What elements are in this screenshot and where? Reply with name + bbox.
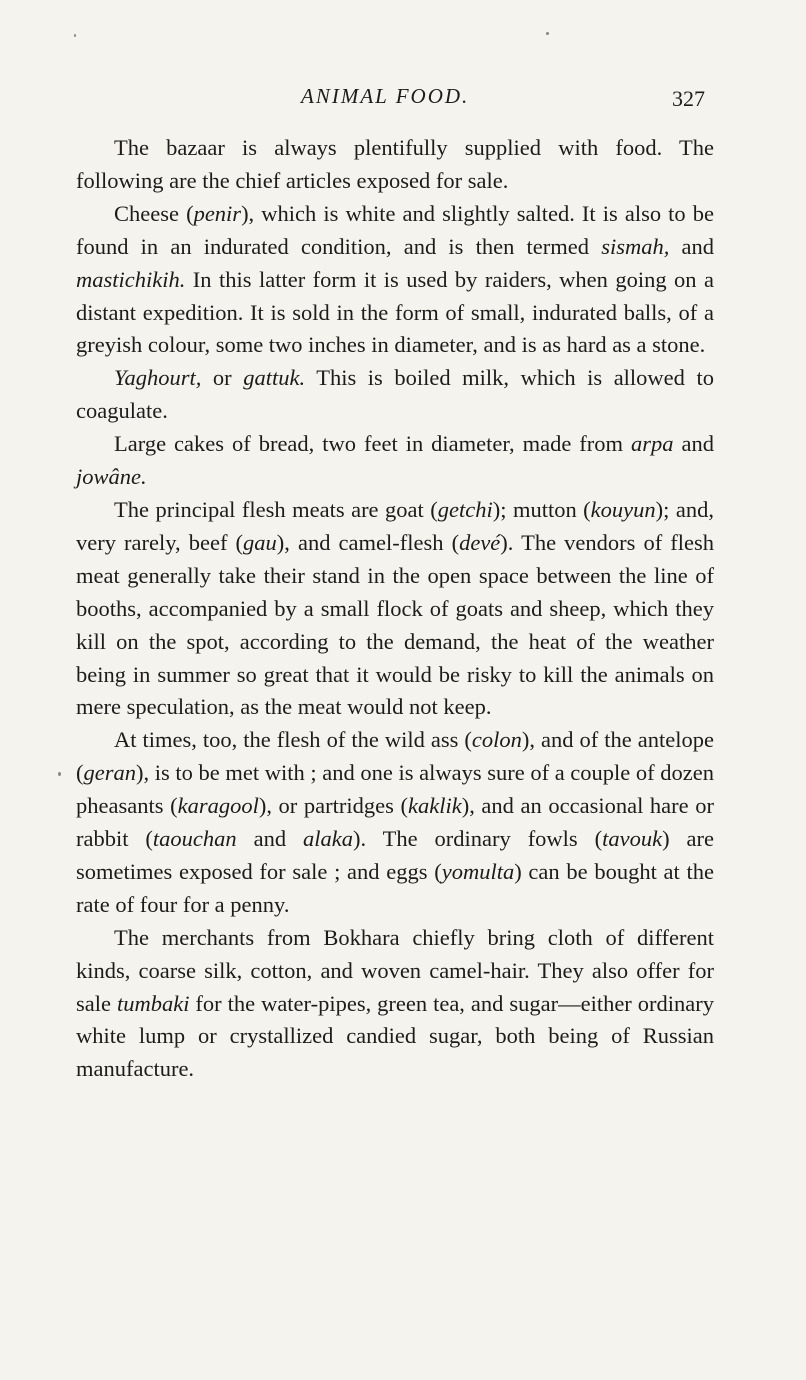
- text-run: At times, too, the flesh of the wild ass (: [114, 727, 472, 753]
- text-run: Cheese (: [114, 200, 194, 226]
- italic-term: gau: [243, 529, 277, 555]
- text-run: ), is to be met with ; and one is always sure of a couple of dozen pheasants (: [76, 760, 714, 819]
- italic-term: kouyun: [590, 496, 656, 522]
- paragraph: [76, 428, 714, 494]
- text-run: ), or partridges (: [258, 793, 408, 819]
- italic-term: arpa: [631, 431, 674, 457]
- italic-term: penir: [193, 200, 242, 226]
- paragraph: [76, 494, 714, 724]
- text-run: ) are sometimes exposed for sale ; and eggs (: [76, 826, 714, 884]
- running-title: ANIMAL FOOD.: [301, 84, 470, 108]
- text-run: ). The ordinary fowls (: [353, 826, 603, 852]
- italic-term: tumbaki: [116, 990, 190, 1016]
- print-speck: [546, 32, 549, 35]
- italic-term: sismah,: [601, 233, 670, 259]
- italic-term: alaka: [303, 826, 353, 852]
- italic-term: kaklik: [407, 793, 462, 819]
- text-run: This is boiled milk, which is allowed to coagulate.: [76, 365, 714, 424]
- italic-term: devé: [459, 529, 501, 555]
- text-run: ); and, very rarely, beef (: [76, 496, 714, 555]
- text-run: and: [669, 233, 714, 259]
- text-run: or: [201, 365, 244, 391]
- paragraph: [76, 362, 714, 428]
- italic-term: tavouk: [602, 826, 663, 852]
- paragraph: [76, 132, 714, 198]
- page-number: 327: [672, 86, 705, 111]
- italic-term: jowâne.: [76, 464, 147, 490]
- italic-term: taouchan: [152, 826, 237, 852]
- italic-term: mastichikih.: [76, 266, 186, 292]
- paragraph: [76, 724, 714, 921]
- text-run: The principal flesh meats are goat (: [114, 496, 438, 522]
- text-run: In this latter form it is used by raiders, when going on a distant expedition. It is sold in the form of small, indurated balls, of a greyish colour, some two inches in diameter, and is as hard as a stone.: [76, 266, 714, 358]
- print-speck: [74, 34, 76, 37]
- text-run: ), which is white and slightly salted. It is also to be found in an indurated condition, and is then termed: [76, 200, 715, 259]
- text-run: The bazaar is always plentifully supplied with food. The following are the chief articles exposed for sale.: [76, 135, 714, 193]
- italic-term: yomulta: [441, 858, 515, 884]
- paragraph: [76, 198, 714, 363]
- body-text: [76, 132, 714, 1086]
- italic-term: gattuk.: [243, 365, 306, 391]
- italic-term: Yaghourt,: [114, 365, 202, 391]
- italic-term: karagool: [177, 793, 259, 819]
- italic-term: geran: [83, 760, 136, 786]
- running-head: [0, 82, 806, 114]
- text-run: ) can be bought at the rate of four for a penny.: [76, 858, 714, 917]
- text-run: Large cakes of bread, two feet in diameter, made from: [114, 431, 631, 457]
- italic-term: colon: [471, 727, 522, 753]
- text-run: ); mutton (: [492, 496, 591, 522]
- print-speck: [58, 772, 61, 776]
- text-run: The merchants from Bokhara chiefly bring cloth of different kinds, coarse silk, cotton, and woven camel-hair. They also offer for sale: [76, 924, 714, 1016]
- italic-term: getchi: [437, 496, 493, 522]
- text-run: ), and of the antelope (: [76, 727, 714, 786]
- text-run: ). The vendors of flesh meat generally take their stand in the open space between the line of booths, accompanied by a small flock of goats and sheep, which they kill on the spot, according to the demand, the heat of the weather being in summer so great that it would be risky to kill the animals on mere speculation, as the meat would not keep.: [76, 529, 715, 720]
- text-run: for the water-pipes, green tea, and sugar—either ordinary white lump or crystallized candied sugar, both being of Russian manufacture.: [76, 990, 714, 1082]
- text-run: and: [673, 431, 714, 457]
- paragraph: [76, 922, 714, 1087]
- text-run: ), and camel-flesh (: [276, 529, 460, 555]
- text-run: and: [236, 826, 303, 852]
- text-run: ), and an occasional hare or rabbit (: [76, 793, 714, 852]
